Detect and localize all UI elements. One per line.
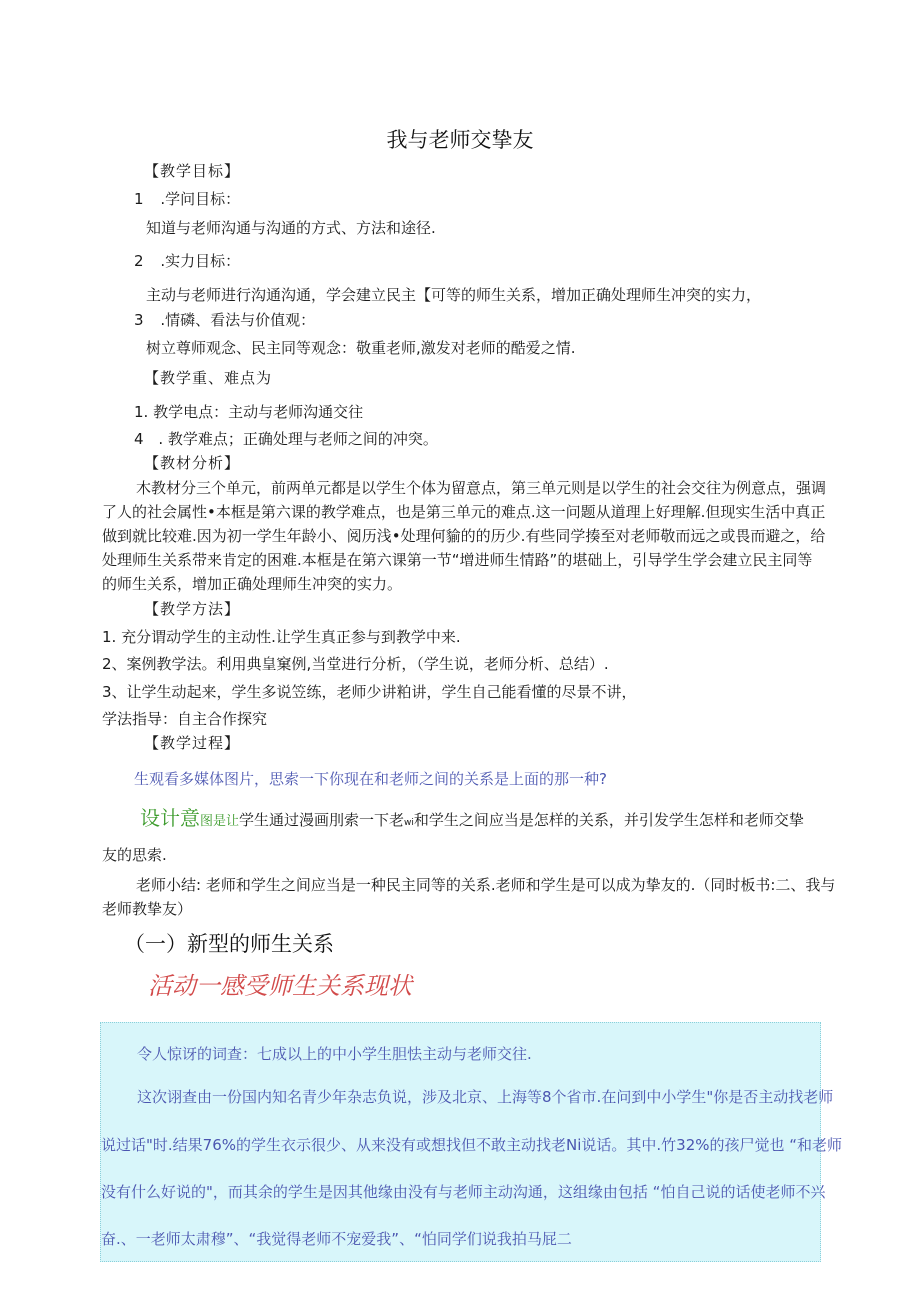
methods-header: 【教学方法】 [144, 600, 241, 618]
material-header: 【教材分析】 [144, 454, 241, 472]
survey-line-5: 奋.、一老师太肃穆”、“我觉得老师不宠爱我”、“怕同学们说我拍马屁二 [101, 1230, 572, 1248]
material-line-1: 木教材分三个单元，前两单元都是以学生个体为留意点，第三单元则是以学生的社会交往为例意点，强调 [136, 479, 827, 497]
material-line-4: 处理师生关系带来肯定的困难.本框是在第六课第一节“增进师生情路”的堪础上，引导学生学会建立民主同等 [102, 551, 813, 569]
design-intent-text-a: 学生通过漫画刖索一下老 [239, 811, 405, 829]
survey-line-1: 令人惊讶的词查：七成以上的中小学生胆怯主动与老师交往. [137, 1045, 532, 1063]
objectives-header: 【教学目标】 [144, 162, 241, 180]
method-1: 1. 充分谓动学生的主动性.让学生真正参与到教学中来. [102, 628, 461, 646]
objective-3-label [134, 309, 315, 330]
process-header: 【教学过程】 [144, 734, 241, 752]
page-title: 我与老师交挚友 [386, 128, 534, 152]
material-line-2: 了人的社会属性•本框是第六课的教学难点，也是第三单元的难点.这一问题从道理上好理解.但现实生活中真正 [102, 503, 826, 521]
survey-line-4: 没有什么好说的"，而其余的学生是因其他缘由没有与老师主动沟通，这组缘由包括 “怕自己说的话使老师不兴 [101, 1183, 826, 1201]
key-point-2-text: . 教学难点；正确处理与老师之间的冲突。 [158, 430, 438, 448]
objective-2-label [134, 250, 240, 271]
objective-2-number: 2 [134, 252, 144, 270]
key-point-2-number: 4 [134, 430, 144, 448]
material-line-3: 做到就比较难.因为初一学生年龄小、阅历浅•处理何貐的的历少.有些同学揍至对老师敬而远之或畏而避之，给 [102, 527, 826, 545]
process-intro: 生观看多媒体图片，思索一下你现在和老师之间的关系是上面的那一种? [134, 770, 607, 788]
method-3: 3、让学生动起来，学生多说笠练，老师少讲粕讲，学生自己能看懂的尽景不讲， [102, 683, 637, 701]
objective-2-text: 主动与老师进行沟通沟通，学会建立民主【可等的师生关系，增加正确处理师生冲突的实力， [146, 286, 762, 304]
survey-line-2: 这次诩查由一份国内知名青少年杂志负说，涉及北京、上海等8个省市.在问到中小学生"你是否主动找老师 [137, 1088, 834, 1106]
section-title: （一）新型的师生关系 [124, 932, 334, 956]
key-points-header: 【教学重、难点为 [144, 369, 273, 387]
objective-1-text: 知道与老师沟通与沟通的方式、方法和途径. [146, 219, 436, 237]
objective-3-number: 3 [134, 311, 144, 329]
objective-1-label [134, 188, 240, 209]
objective-2-title: .实力目标： [160, 252, 241, 270]
objective-1-number: 1 [134, 190, 144, 208]
survey-line-3: 说过话"时.结果76%的学生衣示很少、从来没有或想找但不敢主动找老Ni说话。其中.竹32%的孩尸觉也 “和老师 [101, 1136, 843, 1154]
design-intent-text-b: 和学生之间应当是怎样的关系，并引发学生怎样和老师交挚 [413, 811, 804, 829]
method-2: 2、案例教学法。利用典皇窠例,当堂进行分析，（学生说，老师分析、总结）. [102, 655, 609, 673]
design-intent-line [140, 802, 804, 831]
objective-3-text: 树立尊师观念、民主同等观念：敬重老师,激发对老师的酷爱之情. [146, 339, 576, 357]
objective-1-title: .学问目标： [160, 190, 241, 208]
key-point-1: 1. 教学电点：主动与老师沟通交往 [134, 403, 364, 421]
activity-title: 活动一感受师生关系现状 [148, 972, 412, 1000]
objective-3-title: .情磷、看法与价值观： [160, 311, 316, 329]
design-intent-line-2: 友的思索. [102, 846, 167, 864]
method-4: 学法指导：自主合作探究 [102, 710, 268, 728]
key-point-2 [134, 428, 438, 449]
design-intent-big: 设计意 [140, 806, 200, 830]
teacher-summary-line-2: 老师教挚友） [102, 900, 193, 918]
teacher-summary-line-1: 老师小结: 老师和学生之间应当是一种民主同等的关系.老师和学生是可以成为挚友的.（同时板书:二、我与 [136, 876, 836, 894]
survey-box [100, 1022, 843, 1262]
design-intent-small: 图是让 [200, 814, 240, 829]
design-intent-subscript: wi [404, 818, 414, 828]
material-line-5: 的师生关系，增加正确处理师生冲突的实力。 [102, 575, 403, 593]
